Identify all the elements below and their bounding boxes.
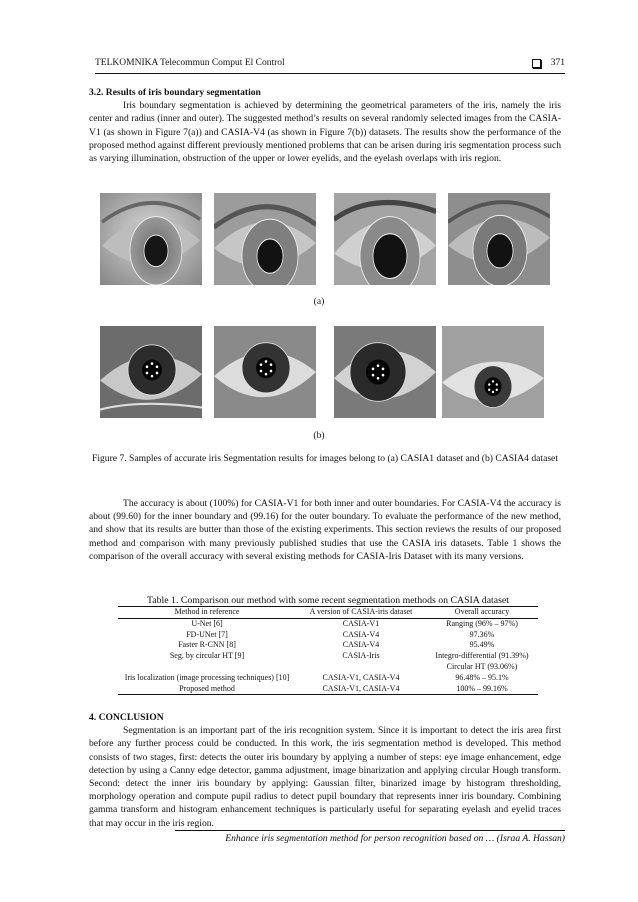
table-row xyxy=(118,684,538,695)
iris-image-a2 xyxy=(214,193,316,285)
table-header-row xyxy=(118,607,538,619)
figure-7a-row xyxy=(100,193,550,285)
header-accuracy: Overall accuracy xyxy=(426,607,538,619)
conclusion-section xyxy=(89,711,561,830)
iris-image-b1 xyxy=(100,326,202,418)
table-row xyxy=(118,618,538,629)
footer-rule xyxy=(175,830,565,831)
accuracy-paragraph: The accuracy is about (100%) for CASIA-V1 for both inner and outer boundaries. For CASIA-V4 the accuracy is about (99.60) for the inner boundary and (99.16) for the outer boundary. To evaluate the performance of the new method, and show that its results are butter than those of the existing experiments. This section reviews the results of our proposed method and comparison with many previously published studies that use the CASIA iris datasets. Table 1 shows the comparison of the overall accuracy with several existing methods for CASIA-Iris Dataset with its many versions. xyxy=(89,498,561,562)
section-3-2 xyxy=(89,86,561,165)
section-body: Iris boundary segmentation is achieved by determining the geometrical parameters of the iris, namely the iris center and radius (inner and outer). The suggested method’s results on several randomly selected images from the CASIA-V1 (as shown in Figure 7(a)) and CASIA-V4 (as shown in Figure 7(b)) datasets. The results show the performance of the proposed method against different previously mentioned problems that can be arisen during iris segmentation process such as varying illumination, obstruction of the upper or lower eyelids, and the eyelash overlaps with iris region. xyxy=(89,100,561,165)
checkbox-icon xyxy=(532,59,541,68)
cell-dataset: CASIA-V1 xyxy=(342,618,380,628)
cell-method xyxy=(118,662,296,673)
cell-method: Iris localization (image processing techniques) [10] xyxy=(124,672,290,682)
cell-method: U-Net [6] xyxy=(191,618,223,628)
running-header xyxy=(95,58,565,72)
figure-label-a: (a) xyxy=(313,296,325,307)
iris-image-a4 xyxy=(448,193,550,285)
comparison-table xyxy=(118,606,538,695)
table-row xyxy=(118,673,538,684)
iris-image-a1 xyxy=(100,193,202,285)
header-method: Method in reference xyxy=(118,607,296,619)
section-heading: 3.2. Results of iris boundary segmentation xyxy=(89,87,261,98)
cell-method: Proposed method xyxy=(118,684,296,695)
running-footer: Enhance iris segmentation method for person recognition based on … (Israa A. Hassan) xyxy=(225,833,565,844)
conclusion-heading: 4. CONCLUSION xyxy=(89,712,164,723)
cell-accuracy: Integro-differential (91.39%) xyxy=(435,651,529,661)
cell-accuracy: 95.49% xyxy=(469,640,495,650)
conclusion-body: Segmentation is an important part of the iris recognition system. Since it is important to detect the iris area first before any further process could be conducted. In this work, the iris segmentation method is developed. This method consists of two stages, first: detects the outer iris boundary by applying a number of steps: eye image enhancement, edge detection by using a Canny edge detector, gamma adjustment, image binarization and applying circular Hough transform. Second: detect the inner iris boundary by applying: Gaussian filter, binarized image by histogram thresholding, morphology operation and compute pupil radius to detect pupil boundary that represents inner iris boundary. Combining gamma transform and histogram enhancement techniques is particularly useful for separating eyelash and eyelid traces that may occur in the iris region. xyxy=(89,725,561,829)
header-rule xyxy=(95,73,565,74)
figure-7-caption: Figure 7. Samples of accurate iris Segmentation results for images belong to (a) CASIA1 dataset and (b) CASIA4 dataset xyxy=(92,453,558,464)
iris-image-b3 xyxy=(334,326,436,418)
cell-method: FD-UNet [7] xyxy=(186,629,228,639)
page-number: 371 xyxy=(550,58,565,68)
cell-dataset: CASIA-V4 xyxy=(342,629,380,639)
cell-accuracy: 100% – 99.16% xyxy=(426,684,538,695)
cell-dataset xyxy=(296,662,426,673)
cell-accuracy: Ranging (96% – 97%) xyxy=(446,618,518,628)
figure-label-b: (b) xyxy=(313,430,325,441)
table-row xyxy=(118,640,538,651)
table-row xyxy=(118,662,538,673)
cell-dataset: CASIA-V1, CASIA-V4 xyxy=(296,684,426,695)
journal-name: TELKOMNIKA Telecommun Comput El Control xyxy=(95,58,285,68)
iris-image-a3 xyxy=(334,193,436,285)
cell-dataset: CASIA-Iris xyxy=(342,651,380,661)
iris-image-b2 xyxy=(214,326,316,418)
header-dataset: A version of CASIA-iris dataset xyxy=(296,607,426,619)
cell-accuracy: 96.48% – 95.1% xyxy=(455,672,509,682)
cell-accuracy: Circular HT (93.06%) xyxy=(446,661,518,671)
iris-image-b4 xyxy=(442,326,544,418)
cell-accuracy: 97.36% xyxy=(469,629,495,639)
cell-method: Faster R-CNN [8] xyxy=(178,640,236,650)
figure-7b-row xyxy=(100,326,550,418)
table-1-caption: Table 1. Comparison our method with some recent segmentation methods on CASIA dataset xyxy=(146,595,509,606)
cell-dataset: CASIA-V1, CASIA-V4 xyxy=(322,672,400,682)
table-row xyxy=(118,630,538,641)
table-row xyxy=(118,651,538,662)
cell-dataset: CASIA-V4 xyxy=(342,640,380,650)
cell-method: Seg. by circular HT [9] xyxy=(169,651,245,661)
